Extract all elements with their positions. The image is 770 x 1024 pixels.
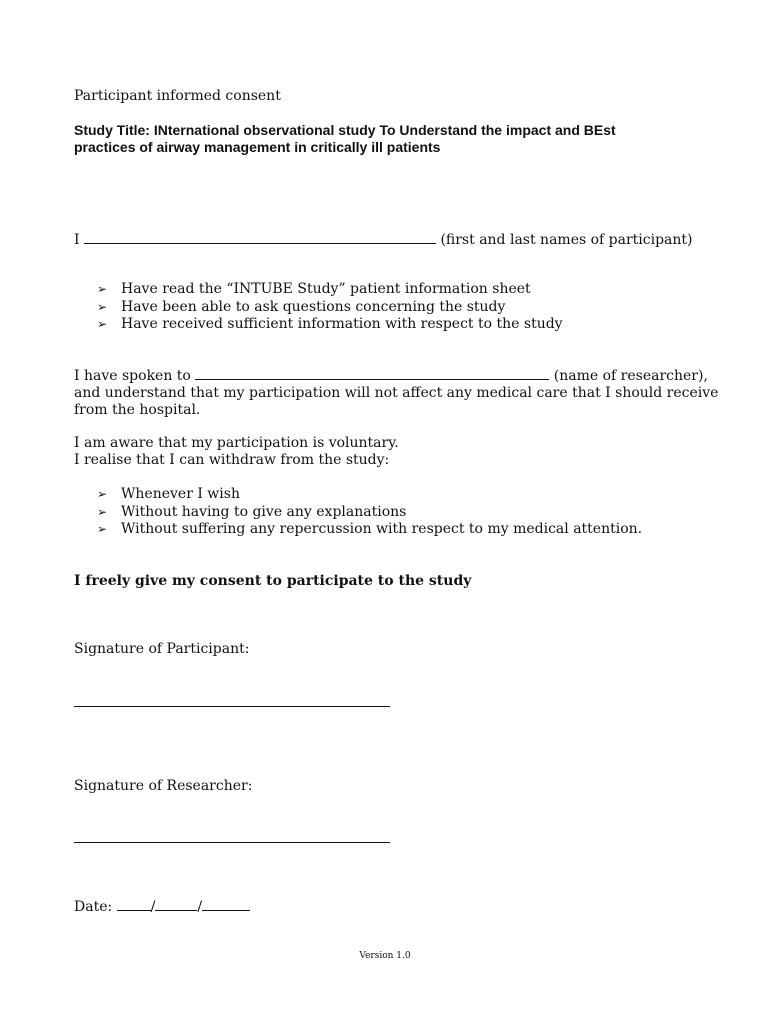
list-item: ➢ Without suffering any repercussion with respect to my medical attention. bbox=[97, 521, 643, 537]
researcher-line-2: and understand that my participation will not affect any medical care that I should receive bbox=[74, 385, 719, 401]
date-day-field[interactable] bbox=[117, 898, 151, 911]
signature-participant-label: Signature of Participant: bbox=[74, 641, 250, 657]
withdrawal-list bbox=[97, 486, 642, 539]
voluntary-paragraph bbox=[74, 435, 399, 469]
list-item: ➢ Without having to give any explanations bbox=[97, 503, 407, 520]
signature-participant-line[interactable] bbox=[74, 706, 390, 707]
list-item: ➢ Have received sufficient information with respect to the study bbox=[97, 316, 563, 332]
date-year-field[interactable] bbox=[202, 898, 250, 911]
arrow-bullet-icon: ➢ bbox=[97, 282, 108, 296]
date-separator: / bbox=[150, 899, 156, 915]
withdraw-line: I realise that I can withdraw from the study: bbox=[74, 452, 390, 468]
signature-researcher-label: Signature of Researcher: bbox=[74, 778, 253, 794]
study-title bbox=[74, 122, 714, 156]
researcher-paragraph bbox=[74, 367, 718, 419]
arrow-bullet-icon: ➢ bbox=[97, 299, 108, 314]
document-heading: Participant informed consent bbox=[74, 88, 281, 104]
participant-prefix: I bbox=[74, 232, 80, 248]
arrow-bullet-icon: ➢ bbox=[97, 317, 108, 331]
list-item: ➢ Have been able to ask questions concerning the study bbox=[97, 298, 506, 315]
acknowledgement-list bbox=[97, 281, 563, 334]
date-month-field[interactable] bbox=[155, 898, 197, 911]
arrow-bullet-icon: ➢ bbox=[97, 522, 108, 536]
arrow-bullet-icon: ➢ bbox=[97, 504, 108, 519]
participant-suffix: (first and last names of participant) bbox=[440, 232, 693, 248]
signature-researcher-line[interactable] bbox=[74, 842, 390, 843]
researcher-name-field[interactable] bbox=[195, 367, 549, 380]
study-title-line-1: Study Title: INternational observational study To Understand the impact and BEst bbox=[74, 122, 616, 138]
voluntary-line: I am aware that my participation is voluntary. bbox=[74, 435, 399, 451]
date-separator: / bbox=[197, 899, 203, 915]
participant-name-field[interactable] bbox=[84, 231, 436, 244]
study-title-line-2: practices of airway management in critically ill patients bbox=[74, 139, 441, 155]
date-row bbox=[74, 898, 250, 916]
researcher-line-3: from the hospital. bbox=[74, 402, 201, 418]
list-item: ➢ Whenever I wish bbox=[97, 486, 240, 502]
consent-statement: I freely give my consent to participate to the study bbox=[74, 573, 472, 589]
researcher-prefix: I have spoken to bbox=[74, 368, 191, 384]
date-label: Date: bbox=[74, 899, 113, 915]
footer-version: Version 1.0 bbox=[359, 951, 411, 961]
arrow-bullet-icon: ➢ bbox=[97, 487, 108, 501]
researcher-suffix: (name of researcher), bbox=[553, 368, 708, 384]
list-item: ➢ Have read the “INTUBE Study” patient information sheet bbox=[97, 281, 531, 297]
participant-name-row bbox=[74, 231, 693, 249]
